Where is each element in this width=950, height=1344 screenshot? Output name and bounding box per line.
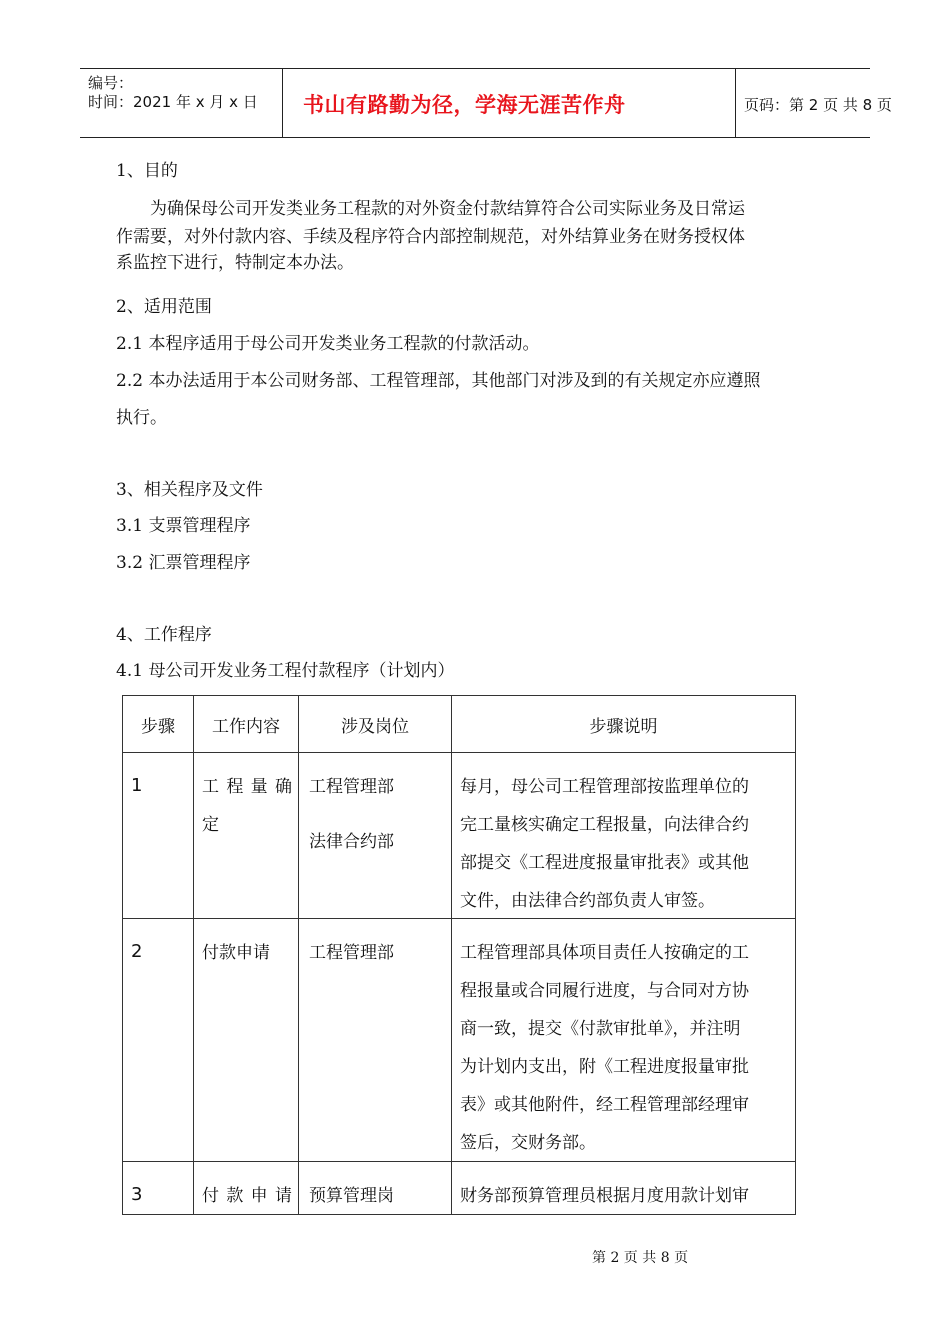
description-line: 文件，由法律合约部负责人审签。 [460,891,715,911]
section-3-title: 3、相关程序及文件 [116,480,263,500]
header-motto-cell [282,69,736,137]
description-line: 商一致，提交《付款审批单》，并注明 [460,1019,741,1039]
description-line: 每月，母公司工程管理部按监理单位的 [460,777,749,797]
section-2-title: 2、适用范围 [116,297,212,317]
description-line: 表》或其他附件，经工程管理部经理审 [460,1095,749,1115]
role-line: 预算管理岗 [309,1186,394,1206]
page-header [80,68,892,138]
step-number: 3 [131,1184,143,1205]
step-number: 1 [131,775,143,796]
header-description: 步骤说明 [452,696,796,753]
section-1-line-1: 为确保母公司开发类业务工程款的对外资金付款结算符合公司实际业务及日常运 [150,199,745,219]
step-number: 2 [131,941,143,962]
content-line: 定 [202,815,219,835]
description-line: 财务部预算管理员根据月度用款计划审 [460,1186,749,1206]
section-1-line-2: 作需要，对外付款内容、手续及程序符合内部控制规范，对外结算业务在财务授权体 [116,227,745,247]
document-time: 时间：2021 年 x 月 x 日 [88,93,258,111]
description-line: 工程管理部具体项目责任人按确定的工 [460,943,749,963]
role-line: 工程管理部 [309,943,394,963]
section-1-line-3: 系监控下进行，特制定本办法。 [116,253,354,273]
header-page-number: 页码：第 2 页 共 8 页 [744,96,892,114]
procedure-table [122,695,796,1215]
description-line: 签后，交财务部。 [460,1133,596,1153]
section-2-1: 2.1 本程序适用于母公司开发类业务工程款的付款活动。 [116,334,540,354]
header-meta [80,69,282,137]
description-line: 程报量或合同履行进度，与合同对方协 [460,981,749,1001]
description-line: 部提交《工程进度报量审批表》或其他 [460,853,749,873]
section-1-title: 1、目的 [116,161,178,181]
role-line: 法律合约部 [309,832,394,852]
page-footer: 第 2 页 共 8 页 [592,1250,689,1266]
section-4-title: 4、工作程序 [116,625,212,645]
content-line: 工程量确 [202,777,292,797]
section-2-2-line-1: 2.2 本办法适用于本公司财务部、工程管理部，其他部门对涉及到的有关规定亦应遵照 [116,371,761,391]
header-page-cell [734,69,892,137]
content-line: 付款申请 [202,1186,292,1206]
role-line: 工程管理部 [309,777,394,797]
header-step: 步骤 [123,696,194,753]
header-content: 工作内容 [194,696,299,753]
header-roles: 涉及岗位 [299,696,452,753]
content-line: 付款申请 [202,943,270,963]
document-number: 编号： [88,74,134,92]
table-row [123,753,796,919]
description-line: 完工量核实确定工程报量，向法律合约 [460,815,749,835]
table-row [123,919,796,1162]
section-3-1: 3.1 支票管理程序 [116,516,251,536]
section-3-2: 3.2 汇票管理程序 [116,553,251,573]
table-header-row [123,696,796,753]
header-motto: 书山有路勤为径，学海无涯苦作舟 [303,93,626,117]
section-4-1: 4.1 母公司开发业务工程付款程序（计划内） [116,661,455,681]
description-line: 为计划内支出，附《工程进度报量审批 [460,1057,749,1077]
section-2-2-line-2: 执行。 [116,408,167,428]
